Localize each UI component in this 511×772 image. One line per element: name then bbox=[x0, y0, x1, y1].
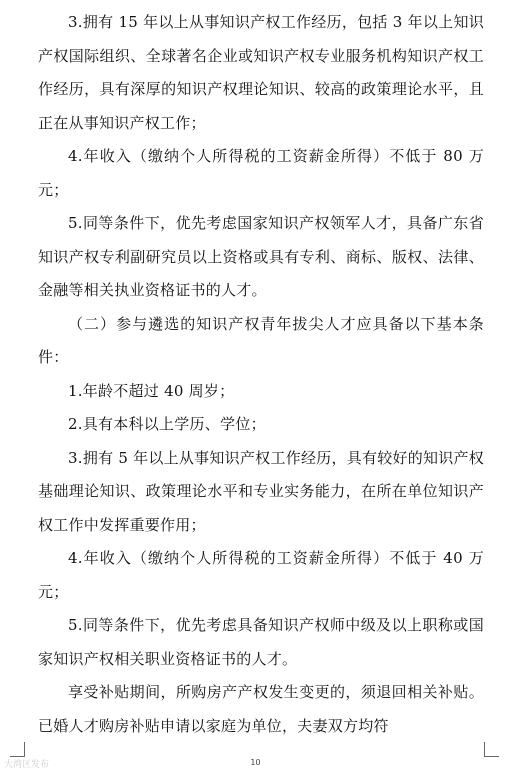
page-number: 10 bbox=[250, 758, 261, 767]
paragraph-item-5-senior-priority: 5.同等条件下，优先考虑国家知识产权领军人才，具备广东省知识产权专利副研究员以上资格或具有专利、商标、版权、法律、金融等相关执业资格证书的人才。 bbox=[38, 214, 484, 299]
right-crop-mark bbox=[484, 742, 499, 757]
paragraph-item-4-youth-income: 4.年收入（缴纳个人所得税的工资薪金所得）不低于 40 万元； bbox=[38, 549, 484, 601]
paragraph-subsidy-note: 享受补贴期间，所购房产产权发生变更的，须退回相关补贴。已婚人才购房补贴申请以家庭为单位，夫妻双方均符 bbox=[38, 683, 484, 735]
paragraph-item-3-youth-experience: 3.拥有 5 年以上从事知识产权工作经历，具有较好的知识产权基础理论知识、政策理论水平和专业实务能力，在所在单位知识产权工作中发挥重要作用； bbox=[38, 448, 484, 534]
watermark: 大湾区发布 bbox=[4, 760, 50, 770]
paragraph-section-youth-talent: （二）参与遴选的知识产权青年拔尖人才应具备以下基本条件： bbox=[38, 314, 484, 366]
left-crop-mark bbox=[10, 742, 25, 757]
paragraph-item-3-senior-experience: 3.拥有 15 年以上从事知识产权工作经历，包括 3 年以上知识产权国际组织、全球著名企业或知识产权专业服务机构知识产权工作经历，具有深厚的知识产权理论知识、较高的政策理论水平，且正在从事知识产权工作； bbox=[38, 13, 484, 132]
paragraph-item-5-youth-priority: 5.同等条件下，优先考虑具备知识产权师中级及以上职称或国家知识产权相关职业资格证书的人才。 bbox=[38, 616, 484, 668]
paragraph-item-2-education: 2.具有本科以上学历、学位； bbox=[68, 415, 266, 433]
paragraph-item-4-senior-income: 4.年收入（缴纳个人所得税的工资薪金所得）不低于 80 万元； bbox=[38, 147, 484, 199]
document-body bbox=[38, 6, 484, 743]
paragraph-item-1-age: 1.年龄不超过 40 周岁； bbox=[68, 381, 235, 400]
